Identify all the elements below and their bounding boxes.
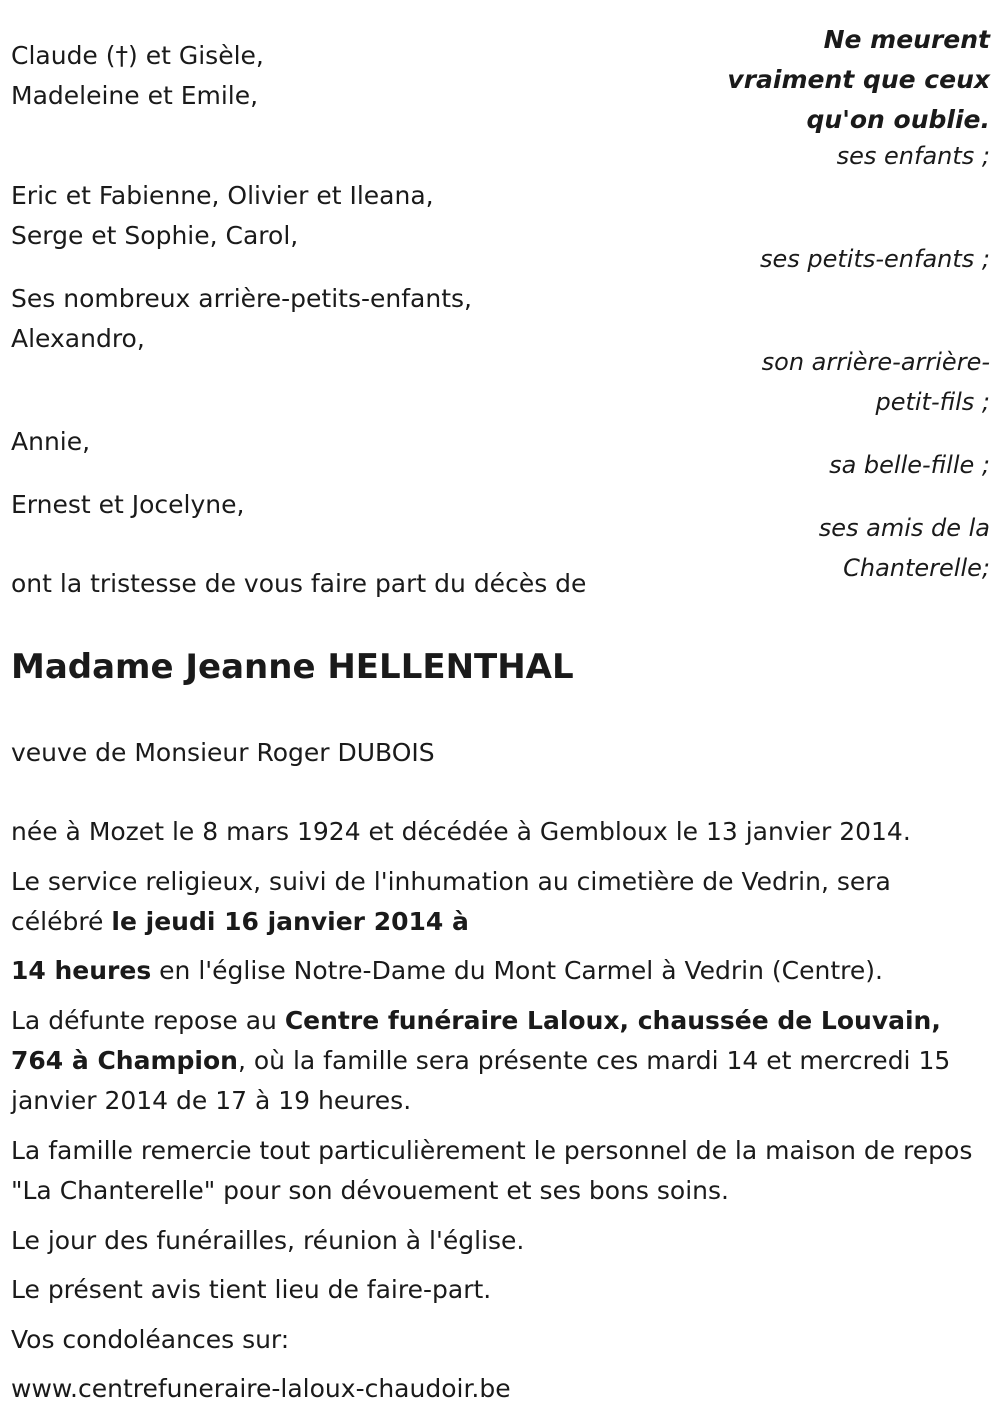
repose-place: Centre funéraire Laloux, chaussée de Louvain, 764 à Champion xyxy=(11,1006,941,1075)
family-line-6: Alexandro, xyxy=(11,324,145,353)
birth-death: née à Mozet le 8 mars 1924 et décédée à Gembloux le 13 janvier 2014. xyxy=(11,817,911,846)
family-line-3: Eric et Fabienne, Olivier et Ileana, xyxy=(11,181,434,210)
thanks-paragraph: La famille remercie tout particulièrement le personnel de la maison de repos "La Chanterelle" pour son dévouement et ses bons soins. xyxy=(11,1136,973,1205)
role-daughter-in-law: sa belle-fille ; xyxy=(829,451,990,479)
family-line-7: Annie, xyxy=(11,427,91,456)
condolences-label: Vos condoléances sur: xyxy=(11,1325,290,1354)
repose-text: La défunte repose au xyxy=(11,1006,285,1035)
family-line-8: Ernest et Jocelyne, xyxy=(11,490,245,519)
role-grandchildren: ses petits-enfants ; xyxy=(759,245,990,273)
role-great-great-grandson-line-2: petit-fils ; xyxy=(875,388,990,416)
service-text: Le service religieux, suivi de l'inhumation au cimetière de Vedrin, sera célébré xyxy=(11,867,891,936)
family-line-5: Ses nombreux arrière-petits-enfants, xyxy=(11,284,472,313)
service-time-paragraph xyxy=(11,951,986,991)
widow-of: veuve de Monsieur Roger DUBOIS xyxy=(11,738,435,767)
family-line-2: Madeleine et Emile, xyxy=(11,81,259,110)
family-line-4: Serge et Sophie, Carol, xyxy=(11,221,299,250)
service-paragraph xyxy=(11,862,986,942)
quote-line-1: Ne meurent xyxy=(823,25,990,54)
role-children: ses enfants ; xyxy=(836,142,990,170)
service-time: 14 heures xyxy=(11,956,152,985)
service-date: le jeudi 16 janvier 2014 à xyxy=(111,907,469,936)
website-link[interactable]: www.centrefuneraire-laloux-chaudoir.be xyxy=(11,1374,511,1403)
role-friends-line-2: Chanterelle; xyxy=(843,554,990,582)
service-place: en l'église Notre-Dame du Mont Carmel à Vedrin (Centre). xyxy=(151,956,883,985)
role-great-great-grandson-line-1: son arrière-arrière- xyxy=(761,348,990,376)
quote-line-2: vraiment que ceux xyxy=(727,65,990,94)
family-line-1: Claude (†) et Gisèle, xyxy=(11,41,264,70)
meeting-note: Le jour des funérailles, réunion à l'église. xyxy=(11,1226,525,1255)
notice-note: Le présent avis tient lieu de faire-part. xyxy=(11,1275,492,1304)
announcement: ont la tristesse de vous faire part du décès de xyxy=(11,569,587,598)
role-friends-line-1: ses amis de la xyxy=(818,514,990,542)
quote-line-3: qu'on oublie. xyxy=(806,105,990,134)
repose-paragraph xyxy=(11,1001,986,1121)
deceased-name: Madame Jeanne HELLENTHAL xyxy=(11,647,574,687)
repose-visiting-hours: , où la famille sera présente ces mardi 14 et mercredi 15 janvier 2014 de 17 à 19 heures. xyxy=(11,1046,951,1115)
